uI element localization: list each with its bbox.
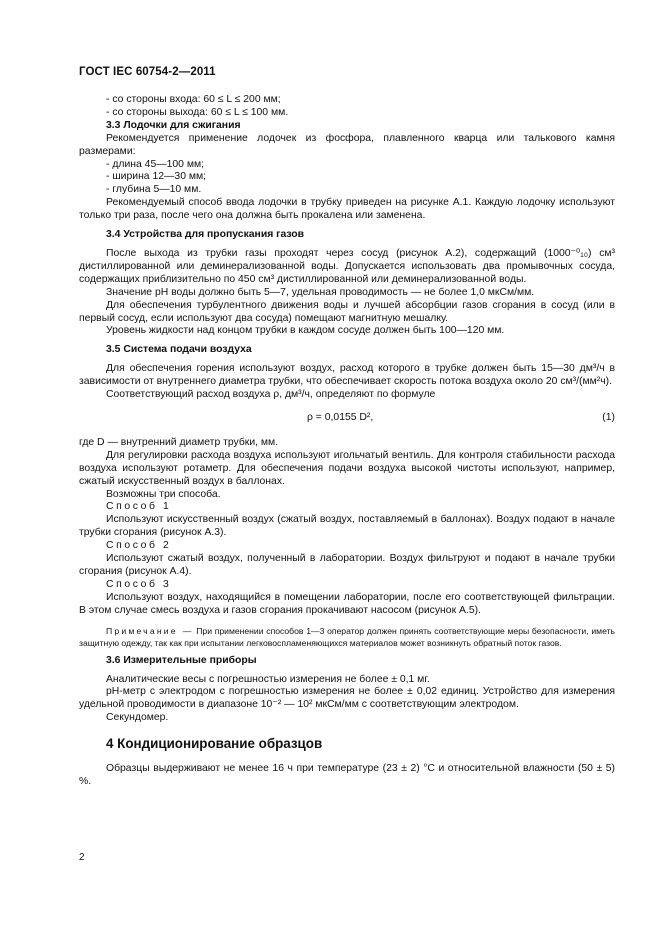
section-heading-3-5: 3.5 Система подачи воздуха — [106, 344, 252, 356]
section-heading-3-3: 3.3 Лодочки для сжигания — [106, 119, 241, 131]
formula-where: где D — внутренний диаметр трубки, мм. — [79, 436, 279, 448]
paragraph: Для регулировки расхода воздуха используют игольчатый вентиль. Для контроля стабильности расхода воздуха используют ротаметр. Для обеспечения подачи воздуха высокой чистоты используют, например, сжатый искусственный воздух в баллонах. — [79, 449, 615, 487]
paragraph: Используют искусственный воздух (сжатый воздух, поставляемый в баллонах). Воздух подают в начале трубки сгорания (рисунок А.3). — [79, 514, 615, 539]
paragraph: После выхода из трубки газы проходят через сосуд (рисунок А.2), содержащий (1000⁻⁰₁₀) см³ дистиллированной или деминерализованной воды. Допускается использовать два промывочных сосуда, содержащих приблизительно по 450 см³ дистиллированной или деминерализованной воды. — [79, 247, 615, 285]
paragraph: Используют сжатый воздух, полученный в лаборатории. Воздух фильтруют и подают в начале трубки сгорания (рисунок А.4). — [79, 553, 615, 577]
paragraph: Используют воздух, находящийся в помещении лаборатории, после его соответствующей фильтрации. В этом случае смесь воздуха и газов сгорания прокачивают насосом (рисунок А.5). — [79, 591, 615, 616]
paragraph: Аналитические весы с погрешностью измерения не более ± 0,1 мг. — [106, 673, 430, 685]
section-heading-4: 4 Кондиционирование образцов — [106, 736, 323, 752]
formula-1 — [79, 411, 615, 427]
list-item: - длина 45—100 мм; — [106, 158, 205, 170]
note-label: Примечание — — [106, 625, 194, 636]
paragraph: Секундомер. — [106, 712, 169, 724]
paragraph: Значение рН воды должно быть 5—7, удельная проводимость — не более 1,0 мкСм/мм. — [106, 286, 535, 298]
page-number: 2 — [79, 852, 85, 863]
paragraph: рН-метр с электродом с погрешностью измерения не более ± 0,02 единиц. Устройство для измерения удельной проводимости в диапазоне 10⁻² — 10² мкСм/мм с соответствующим электродом. — [79, 686, 615, 711]
list-item: - ширина 12—30 мм; — [106, 171, 207, 183]
note-text: При применении способов 1—3 оператор должен принять соответствующие меры безопасности, иметь защитную одежду, так как при испытании легковоспламеняющихся материалов может возникнуть обратный поток газов. — [79, 625, 615, 648]
document-body — [79, 94, 615, 789]
paragraph: Возможны три способа. — [106, 488, 221, 500]
paragraph: Рекомендуется применение лодочек из фосфора, плавленного кварца или талькового камня размерами: — [79, 132, 615, 157]
section-heading-3-6: 3.6 Измерительные приборы — [106, 654, 257, 666]
section-heading-3-4: 3.4 Устройства для пропускания газов — [106, 229, 305, 241]
method-label-2: Способ 2 — [106, 540, 172, 552]
paragraph: Для обеспечения горения используют воздух, расход которого в трубке должен быть 15—30 дм³/ч в зависимости от внутреннего диаметра трубки, что обеспечивает скорость потока воздуха около 20 см³/(мм²ч). — [79, 363, 615, 388]
formula-number: (1) — [602, 411, 615, 423]
method-label-3: Способ 3 — [106, 578, 172, 590]
paragraph: Для обеспечения турбулентного движения воды и лучшей абсорбции газов сгорания в сосуд (или в первый сосуд, если используют два сосуда) помещают магнитную мешалку. — [79, 299, 615, 324]
paragraph: Соответствующий расход воздуха ρ, дм³/ч, определяют по формуле — [106, 389, 436, 401]
list-item: - глубина 5—10 мм. — [106, 184, 202, 196]
formula-expression: ρ = 0,0155 D², — [307, 411, 374, 423]
document-header: ГОСТ IEC 60754-2—2011 — [79, 66, 216, 78]
paragraph: Образцы выдерживают не менее 16 ч при температуре (23 ± 2) °С и относительной влажности (50 ± 5) %. — [79, 763, 615, 787]
list-item: - со стороны входа: 60 ≤ L ≤ 200 мм; — [106, 94, 281, 105]
list-item: - со стороны выхода: 60 ≤ L ≤ 100 мм. — [106, 106, 289, 118]
note — [79, 625, 615, 649]
paragraph: Уровень жидкости над концом трубки в каждом сосуде должен быть 100—120 мм. — [106, 325, 505, 337]
method-label-1: Способ 1 — [106, 501, 172, 513]
paragraph: Рекомендуемый способ ввода лодочки в трубку приведен на рисунке А.1. Каждую лодочку используют только три раза, после чего она должна быть прокалена или заменена. — [79, 197, 615, 222]
